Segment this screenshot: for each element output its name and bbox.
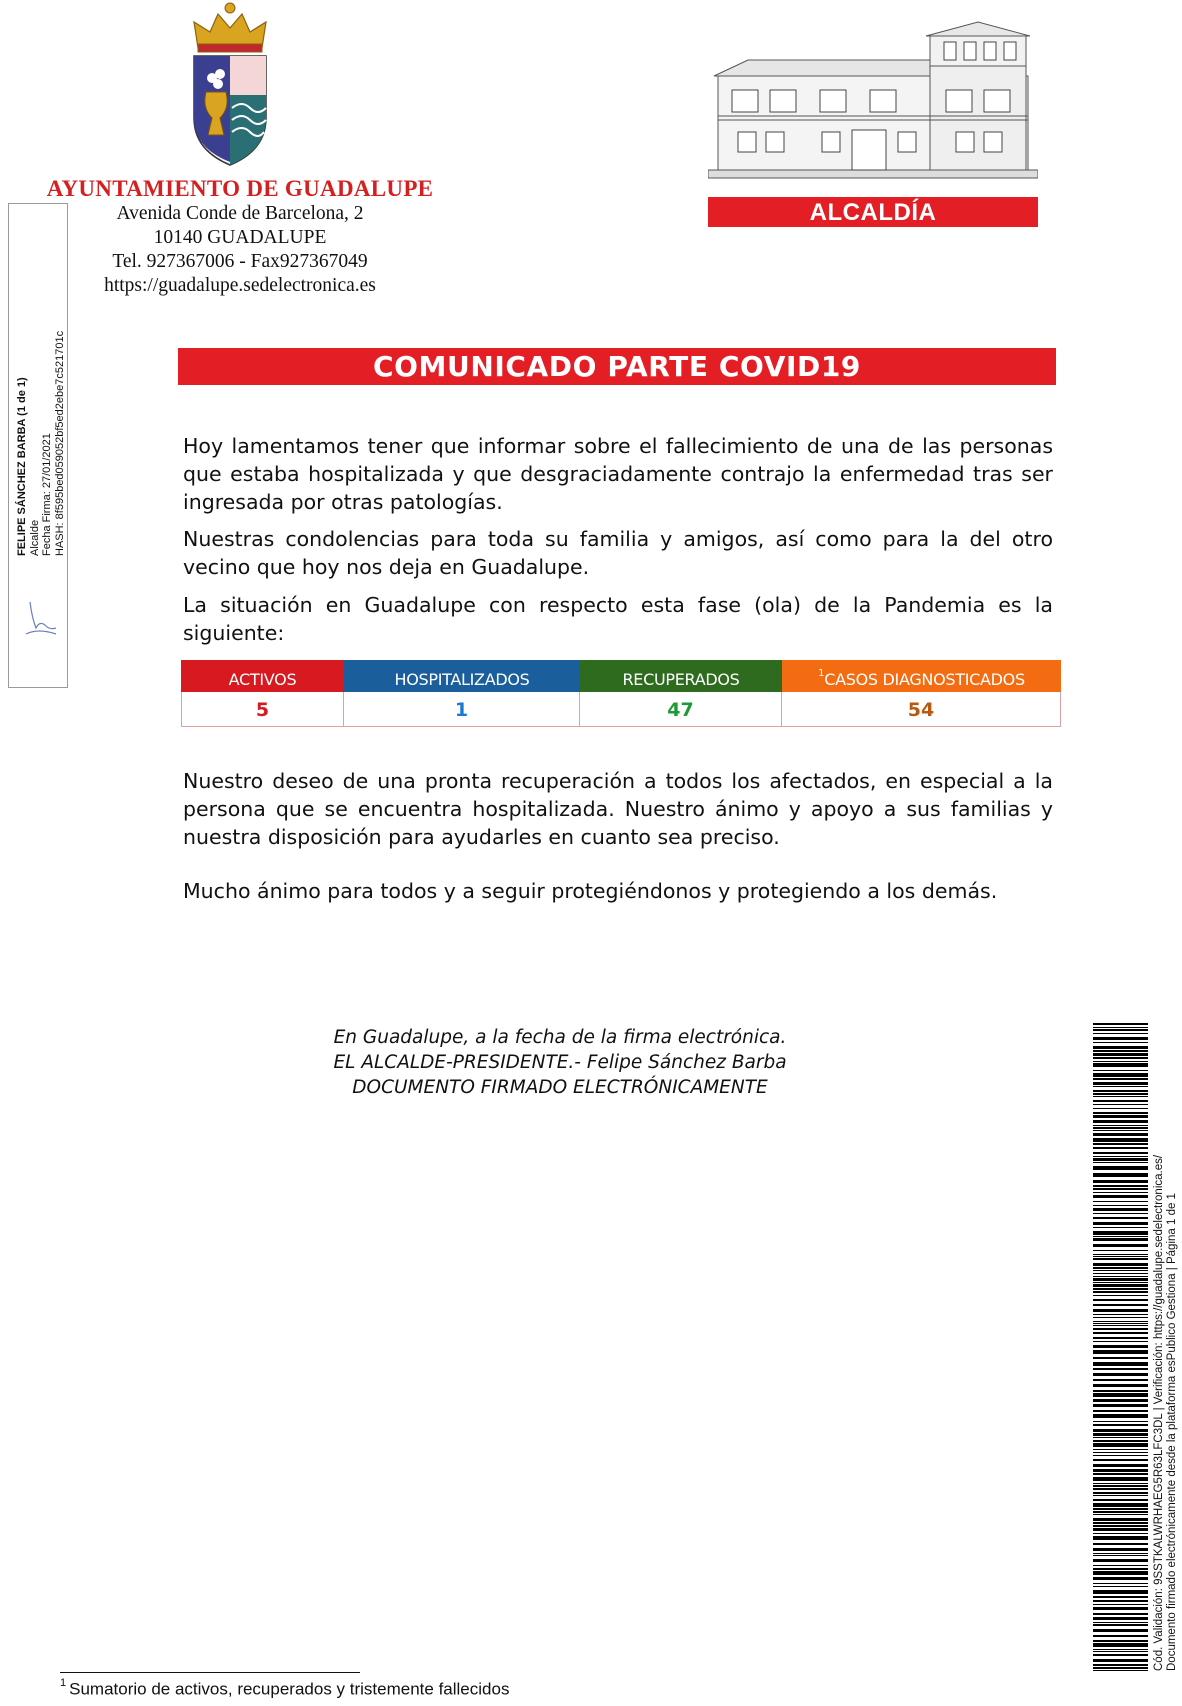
stat-column-casos-diagnosticados	[782, 660, 1061, 729]
barcode-bar	[1093, 1236, 1148, 1237]
barcode-bar	[1093, 1477, 1148, 1481]
barcode-bar	[1093, 1469, 1148, 1472]
barcode-bar	[1093, 1304, 1148, 1306]
barcode-bar	[1093, 1325, 1148, 1326]
barcode-bar	[1093, 1522, 1148, 1524]
barcode-bar	[1093, 1130, 1148, 1131]
barcode-bar	[1093, 1050, 1148, 1052]
barcode-bar	[1093, 1488, 1148, 1490]
barcode-bar	[1093, 1138, 1148, 1142]
stat-value: 1	[344, 692, 580, 727]
barcode-bar	[1093, 1213, 1148, 1214]
barcode-bar	[1093, 1263, 1148, 1266]
barcode-bar	[1093, 1577, 1148, 1580]
barcode-bar	[1093, 1133, 1148, 1136]
barcode-bar	[1093, 1278, 1148, 1281]
barcode-bar	[1093, 1166, 1148, 1170]
barcode-bar	[1093, 1596, 1148, 1598]
barcode-bar	[1093, 1029, 1148, 1031]
barcode-bar	[1093, 1288, 1148, 1290]
barcode-bar	[1093, 1158, 1148, 1161]
stat-column-recuperados	[580, 660, 782, 729]
barcode-bar	[1093, 1147, 1148, 1149]
barcode-bar	[1093, 1485, 1148, 1487]
barcode-bar	[1093, 1201, 1148, 1202]
barcode-bar	[1093, 1152, 1148, 1154]
barcode-bar	[1093, 1104, 1148, 1105]
barcode-bar	[1093, 1571, 1148, 1575]
barcode-bar	[1093, 1533, 1148, 1534]
footnote-rule	[60, 1672, 360, 1673]
barcode-bar	[1093, 1086, 1148, 1087]
barcode-bar	[1093, 1093, 1148, 1095]
barcode-bar	[1093, 1254, 1148, 1255]
barcode-bar	[1093, 1525, 1148, 1527]
barcode-bar	[1093, 1590, 1148, 1594]
barcode-bar	[1093, 1452, 1148, 1453]
barcode-bar	[1093, 1100, 1148, 1102]
stat-column-activos	[181, 660, 344, 729]
barcode-bar	[1093, 1399, 1148, 1402]
paragraph-recovery-wishes: Nuestro deseo de una pronta recuperación a todos los afectados, en especial a la persona que se encuentra hospitalizada. Nuestro ánimo y apoyo a sus familias y nuestra disposición para ayudarles en cuanto sea preciso.	[183, 769, 1053, 849]
stat-value: 54	[782, 692, 1061, 727]
barcode-bar	[1093, 1622, 1148, 1623]
barcode-bar	[1093, 1555, 1148, 1556]
barcode-bar	[1093, 1273, 1148, 1274]
barcode-bar	[1093, 1379, 1148, 1381]
town-hall-building-illustration	[708, 14, 1038, 179]
barcode-bar	[1093, 1096, 1148, 1097]
barcode-bar	[1093, 1368, 1148, 1370]
barcode-bar	[1093, 1323, 1148, 1324]
municipal-crest-logo	[180, 0, 280, 175]
municipality-city: 10140 GUADALUPE	[153, 227, 327, 248]
barcode-bar	[1093, 1284, 1148, 1287]
municipality-phone: Tel. 927367006 - Fax927367049	[112, 251, 368, 272]
paragraph-encouragement: Mucho ánimo para todos y a seguir protegiéndonos y protegiendo a los demás.	[183, 879, 998, 903]
barcode-bar	[1093, 1464, 1148, 1467]
barcode-bar	[1093, 1518, 1148, 1521]
verification-text	[1153, 1021, 1179, 1671]
barcode-bar	[1093, 1185, 1148, 1187]
footnote	[60, 1679, 509, 1700]
paragraph-situation-intro: La situación en Guadalupe con respecto esta fase (ola) de la Pandemia es la siguiente:	[183, 593, 1053, 645]
barcode-bar	[1093, 1217, 1148, 1219]
barcode-bar	[1093, 1459, 1148, 1461]
barcode-bar	[1093, 1027, 1148, 1028]
barcode-bar	[1093, 1073, 1148, 1077]
barcode-bar	[1093, 1053, 1148, 1056]
stat-column-hospitalizados	[344, 660, 580, 729]
barcode-bar	[1093, 1654, 1148, 1656]
barcode-bar	[1093, 1332, 1148, 1334]
barcode-bar	[1093, 1357, 1148, 1359]
barcode-bar	[1093, 1640, 1148, 1642]
barcode-bar	[1093, 1508, 1148, 1510]
barcode-bar	[1093, 1270, 1148, 1271]
barcode-bar	[1093, 1295, 1148, 1296]
barcode-bar	[1093, 1373, 1148, 1376]
barcode-bar	[1093, 1492, 1148, 1494]
barcode-bar	[1093, 1499, 1148, 1501]
barcode-bar	[1093, 1238, 1148, 1241]
barcode-bar	[1093, 1429, 1148, 1432]
stat-header: ACTIVOS	[181, 660, 344, 692]
barcode-bar	[1093, 1670, 1148, 1671]
barcode-bar	[1093, 1437, 1148, 1438]
barcode-bar	[1093, 1649, 1148, 1650]
barcode-bar	[1093, 1061, 1148, 1062]
barcode-bar	[1093, 1090, 1148, 1092]
barcode-bar	[1093, 1341, 1148, 1342]
barcode-bar	[1093, 1250, 1148, 1251]
barcode-bar	[1093, 1635, 1148, 1637]
barcode-bar	[1093, 1195, 1148, 1198]
barcode-bar	[1093, 1659, 1148, 1662]
barcode-bar	[1093, 1503, 1148, 1507]
municipality-name: AYUNTAMIENTO DE GUADALUPE	[46, 176, 434, 201]
barcode-bar	[1093, 1057, 1148, 1059]
barcode-bar	[1093, 1613, 1148, 1615]
barcode-bar	[1093, 1553, 1148, 1554]
barcode-bar	[1093, 1256, 1148, 1257]
stat-header-label: CASOS DIAGNOSTICADOS	[824, 670, 1025, 689]
barcode-bar	[1093, 1583, 1148, 1584]
barcode-bar	[1093, 1629, 1148, 1632]
signer-role: Alcalde	[28, 519, 41, 556]
barcode-bar	[1093, 1208, 1148, 1211]
signature-hash: HASH: 8f595bed059052bf5ed2ebe7c521701c	[53, 330, 66, 556]
barcode-bar	[1093, 1443, 1148, 1447]
barcode-bar	[1093, 1483, 1148, 1484]
covid-stats-table	[181, 660, 1061, 729]
barcode-bar	[1093, 1433, 1148, 1436]
barcode-bar	[1093, 1586, 1148, 1587]
paragraph-condolences: Nuestras condolencias para toda su familia y amigos, así como para la del otro vecino que hoy nos deja en Guadalupe.	[183, 527, 1053, 579]
validation-barcode	[1093, 1023, 1148, 1671]
barcode-bar	[1093, 1362, 1148, 1366]
barcode-bar	[1093, 1180, 1148, 1183]
barcode-bar	[1093, 1291, 1148, 1293]
barcode-bar	[1093, 1440, 1148, 1442]
barcode-bar	[1093, 1231, 1148, 1235]
barcode-bar	[1093, 1037, 1148, 1040]
barcode-bar	[1093, 1565, 1148, 1566]
barcode-bar	[1093, 1328, 1148, 1330]
barcode-bar	[1093, 1173, 1148, 1177]
stat-header: RECUPERADOS	[580, 660, 782, 692]
barcode-bar	[1093, 1667, 1148, 1669]
barcode-bar	[1093, 1258, 1148, 1260]
barcode-bar	[1093, 1449, 1148, 1450]
barcode-bar	[1093, 1276, 1148, 1277]
barcode-bar	[1093, 1078, 1148, 1080]
barcode-bar	[1093, 1350, 1148, 1354]
barcode-bar	[1093, 1115, 1148, 1118]
barcode-bar	[1093, 1607, 1148, 1610]
barcode-bar	[1093, 1033, 1148, 1034]
barcode-bar	[1093, 1317, 1148, 1318]
barcode-bar	[1093, 1282, 1148, 1283]
barcode-bar	[1093, 1543, 1148, 1545]
barcode-bar	[1093, 1421, 1148, 1422]
barcode-bar	[1093, 1227, 1148, 1228]
paragraph-announcement: Hoy lamentamos tener que informar sobre el fallecimiento de una de las personas que estaba hospitalizada y que desgraciadamente contrajo la enfermedad tras ser ingresada por otras patologías.	[183, 434, 1053, 514]
barcode-bar	[1093, 1112, 1148, 1114]
barcode-bar	[1093, 1143, 1148, 1145]
footnote-mark: 1	[818, 668, 825, 679]
signature-strip	[16, 296, 66, 556]
barcode-bar	[1093, 1617, 1148, 1620]
signature-mayor: EL ALCALDE-PRESIDENTE.- Felipe Sánchez Barba	[333, 1052, 787, 1073]
barcode-bar	[1093, 1393, 1148, 1397]
municipality-website: https://guadalupe.sedelectronica.es	[104, 275, 376, 296]
barcode-bar	[1093, 1536, 1148, 1540]
barcode-bar	[1093, 1309, 1148, 1312]
barcode-bar	[1093, 1120, 1148, 1123]
barcode-bar	[1093, 1321, 1148, 1322]
barcode-bar	[1093, 1314, 1148, 1315]
barcode-bar	[1093, 1070, 1148, 1071]
barcode-bar	[1093, 1410, 1148, 1412]
barcode-bar	[1093, 1023, 1148, 1025]
footnote-text: Sumatorio de activos, recuperados y tristemente fallecidos	[69, 1679, 510, 1699]
handwritten-signature-mark	[22, 598, 60, 642]
document-title: COMUNICADO PARTE COVID19	[178, 348, 1056, 385]
barcode-bar	[1093, 1162, 1148, 1163]
barcode-bar	[1093, 1643, 1148, 1647]
barcode-bar	[1093, 1063, 1148, 1067]
barcode-bar	[1093, 1624, 1148, 1626]
barcode-bar	[1093, 1222, 1148, 1225]
barcode-bar	[1093, 1046, 1148, 1049]
barcode-bar	[1093, 1244, 1148, 1247]
barcode-bar	[1093, 1384, 1148, 1387]
barcode-bar	[1093, 1108, 1148, 1109]
municipality-address: Avenida Conde de Barcelona, 2	[116, 203, 364, 224]
barcode-bar	[1093, 1548, 1148, 1551]
barcode-bar	[1093, 1559, 1148, 1562]
signature-date: Fecha Firma: 27/01/2021	[41, 433, 53, 556]
department-banner: ALCALDÍA	[708, 197, 1038, 227]
barcode-bar	[1093, 1345, 1148, 1348]
barcode-bar	[1093, 1125, 1148, 1126]
barcode-bar	[1093, 1337, 1148, 1339]
signature-place-date: En Guadalupe, a la fecha de la firma electrónica.	[333, 1027, 787, 1048]
barcode-bar	[1093, 1042, 1148, 1043]
barcode-bar	[1093, 1455, 1148, 1456]
barcode-bar	[1093, 1528, 1148, 1531]
stat-header	[782, 660, 1061, 692]
barcode-bar	[1093, 1404, 1148, 1407]
barcode-bar	[1093, 1156, 1148, 1157]
stat-header: HOSPITALIZADOS	[344, 660, 580, 692]
barcode-bar	[1093, 1414, 1148, 1418]
barcode-bar	[1093, 1082, 1148, 1085]
barcode-bar	[1093, 1604, 1148, 1605]
barcode-bar	[1093, 1473, 1148, 1475]
barcode-bar	[1093, 1390, 1148, 1392]
barcode-bar	[1093, 1600, 1148, 1602]
footnote-number: 1	[60, 1677, 67, 1689]
barcode-bar	[1093, 1205, 1148, 1206]
signature-electronic-note: DOCUMENTO FIRMADO ELECTRÓNICAMENTE	[352, 1077, 768, 1098]
barcode-bar	[1093, 1188, 1148, 1190]
verification-code-line: Cód. Validación: 9SSTKALWRHAEG5R63LFC3DL | Verificación: https://guadalupe.sedelectronica.es/	[1153, 1154, 1165, 1671]
signer-name: FELIPE SÁNCHEZ BARBA (1 de 1)	[16, 377, 28, 556]
stat-value: 5	[181, 692, 344, 727]
stat-value: 47	[580, 692, 782, 727]
barcode-bar	[1093, 1192, 1148, 1193]
barcode-bar	[1093, 1568, 1148, 1570]
barcode-bar	[1093, 1511, 1148, 1513]
barcode-bar	[1093, 1495, 1148, 1496]
barcode-bar	[1093, 1267, 1148, 1269]
barcode-bar	[1093, 1651, 1148, 1652]
barcode-bar	[1093, 1664, 1148, 1666]
barcode-bar	[1093, 1424, 1148, 1426]
verification-platform-line: Documento firmado electrónicamente desde la plataforma esPublico Gestiona | Página 1 de 1	[1166, 1193, 1178, 1671]
barcode-bar	[1093, 1127, 1148, 1129]
barcode-bar	[1093, 1299, 1148, 1301]
barcode-bar	[1093, 1514, 1148, 1515]
